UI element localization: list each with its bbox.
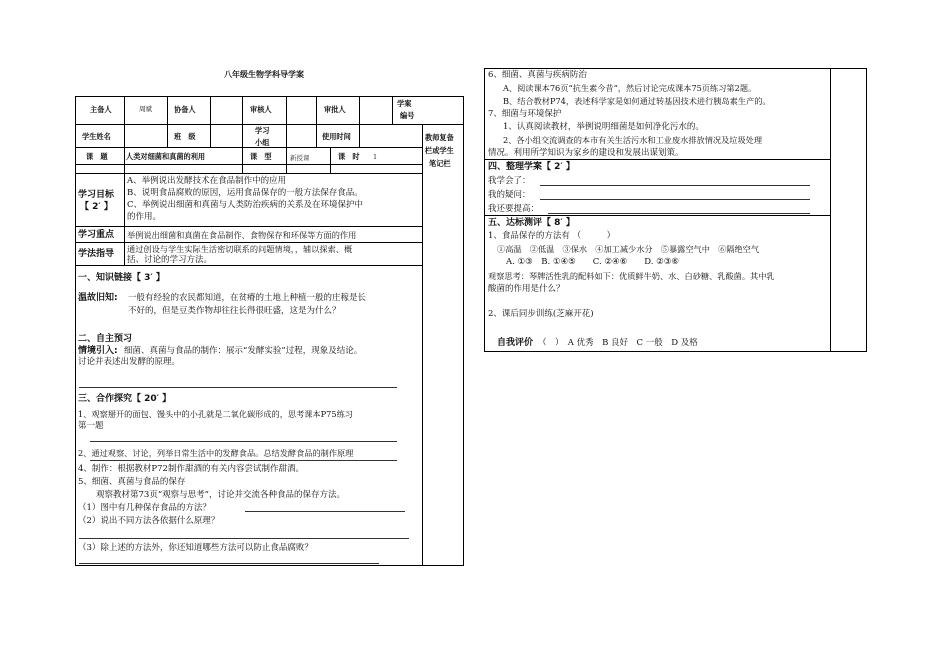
section1-label: 温故旧知: — [78, 293, 118, 303]
section3-q5: 5、细菌、真菌与食品的保存 — [78, 477, 186, 487]
observe-line2: 酸菌的作用是什么？ — [488, 284, 565, 294]
lesson-type-value: 新授课 — [290, 154, 310, 162]
focus-label: 学习重点 — [78, 230, 115, 240]
section3-q5-2-answer-line[interactable] — [79, 538, 409, 539]
topic-value: 人类对细菌和真菌的利用 — [126, 152, 206, 161]
goal-c: C、举例说出细菌和真菌与人类防治疾病的关系及在环境保护中 — [127, 200, 364, 210]
self-eval-options[interactable]: （ ） A 优秀 B 良好 C 一般 D 及格 — [538, 338, 698, 348]
doubt-label: 我的疑问： — [488, 190, 531, 200]
section3-q5-1: （1）图中有几种保存食品的方法？ — [78, 503, 211, 513]
section2-label: 情境引入: — [78, 346, 118, 356]
co-author-label: 协备人 — [174, 105, 196, 114]
right-q7-2b: 情况。利用所学知识为家乡的建设和发展出谋划策。 — [488, 148, 684, 158]
right-q7-2a: 2、各小组交流调查的本市有关生活污水和工业废水排放情况及垃圾处理 — [503, 135, 763, 145]
prep-author-value: 周斌 — [139, 105, 152, 113]
method-label: 学法指导 — [78, 249, 115, 259]
section3-q5-1-answer-line[interactable] — [245, 511, 405, 512]
section3-q5-2: （2）说出不同方法各依据什么原理？ — [78, 516, 220, 526]
notes-col-label-3: 笔记栏 — [429, 159, 451, 168]
test1-answers: A. ①③ B. ①④⑤ C. ②④⑥ D. ②③⑥ — [506, 257, 680, 267]
test2: 2、课后同步训练(芝麻开花) — [488, 309, 594, 319]
reviewer-label: 审核人 — [250, 105, 272, 114]
section3-heading: 三、合作探究【 20′ 】 — [78, 394, 172, 404]
section3-q1a: 1、观察掰开的面包、馒头中的小孔就是二氧化碳形成的，思考课本P75练习 — [78, 409, 353, 419]
learned-answer-line[interactable] — [540, 185, 810, 186]
section3-q2: 2、通过观察、讨论，列举日常生活中的发酵食品。总结发酵食品的制作原理 — [78, 448, 354, 458]
section3-q4: 4、制作：根据教材P72制作甜酒的有关内容尝试制作甜酒。 — [78, 464, 304, 474]
page-title: 八年级生物学科导学案 — [224, 70, 304, 79]
section4-heading: 四、整理学案【 2′ 】 — [488, 162, 575, 172]
section3-q1-answer-line[interactable] — [90, 441, 397, 442]
lesson-type-label: 课 型 — [250, 152, 272, 161]
section3-q1b: 第一题 — [78, 421, 104, 431]
section3-q2-answer-line[interactable] — [90, 460, 397, 461]
goal-b: B、说明食品腐败的原因，运用食品保存的一般方法保存食品。 — [127, 188, 363, 198]
method-line2: 括、讨论的学习方法。 — [127, 255, 213, 265]
section2-heading: 二、自主预习 — [78, 334, 133, 344]
right-q6: 6、细菌、真菌与疾病防治 — [488, 70, 587, 80]
method-line1: 通过创设与学生实际生活密切联系的问题情境，，辅以探索、概 — [127, 244, 353, 254]
self-eval-label: 自我评价 — [497, 338, 534, 348]
period-label: 课 时 — [338, 152, 360, 161]
goals-label: 学习目标 — [78, 190, 115, 200]
section3-q5-3-answer-line[interactable] — [79, 563, 379, 564]
group-label-1: 学习 — [255, 126, 270, 135]
section1-heading: 一、知识链接【 3′ 】 — [78, 273, 165, 283]
prep-author-label: 主备人 — [90, 105, 112, 114]
right-q7: 7、细菌与环境保护 — [488, 109, 562, 119]
improve-label: 我还要提高： — [488, 204, 540, 214]
goal-a: A、举例说出发酵技术在食品制作中的应用 — [127, 176, 287, 186]
section3-q5-3: （3）除上述的方法外，你还知道哪些方法可以防止食品腐败？ — [78, 543, 313, 553]
test1-options: ①高温 ②低温 ③保水 ④加工减少水分 ⑤暴露空气中 ⑥隔绝空气 — [497, 244, 760, 254]
use-time-label: 使用时间 — [322, 132, 351, 141]
period-value: 1 — [373, 153, 378, 161]
group-label-2: 小组 — [255, 138, 270, 147]
section2-line1: 细菌、真菌与食品的制作：展示“发酵实验”过程，现象及结论。 — [124, 346, 363, 356]
notes-col-label-2: 栏或学生 — [425, 146, 454, 155]
focus-text: 举例说出细菌和真菌在食品制作、食物保存和环保等方面的作用 — [127, 230, 357, 240]
plan-number-label-2: 编号 — [400, 111, 415, 120]
goals-time: 【 2′ 】 — [80, 202, 113, 212]
plan-number-label-1: 学案 — [397, 99, 412, 108]
class-label: 班 级 — [174, 132, 196, 141]
learned-label: 我学会了： — [488, 176, 531, 186]
student-name-label: 学生姓名 — [82, 132, 111, 141]
approver-label: 审批人 — [324, 105, 346, 114]
section5-heading: 五、达标测评【 8′ 】 — [488, 218, 575, 228]
doubt-answer-line[interactable] — [540, 199, 810, 200]
observe-line1: 观察思考：琴牌活性乳的配料如下：优质鲜牛奶、水、白砂糖、乳酸菌。其中乳 — [488, 271, 775, 281]
right-q6a: A、阅读课本76页“抗生素今昔”，然后讨论完成课本75页练习第2题。 — [503, 83, 757, 93]
improve-answer-line[interactable] — [548, 213, 810, 214]
goal-c-cont: 的作用。 — [127, 212, 162, 222]
section1-line1: 一般有经验的农民都知道，在贫瘠的土地上种植一般的庄稼是长 — [128, 293, 367, 303]
section2-answer-line[interactable] — [79, 387, 397, 388]
section3-q5-intro: 观察教材第73页“观察与思考”，讨论并交流各种食品的保存方法。 — [96, 490, 346, 500]
right-q7-1: 1、认真阅读教材，举例说明细菌是如何净化污水的。 — [503, 122, 704, 132]
topic-label: 课 题 — [86, 152, 108, 161]
test1-question: 1、食品保存的方法有 （ ） — [488, 231, 616, 241]
notes-col-label-1: 教师复备 — [425, 133, 454, 142]
right-q6b: B、结合教材P74，表述科学家是如何通过转基因技术进行胰岛素生产的。 — [503, 96, 771, 106]
section1-line2: 不好的，但是豆类作物却往往长得很旺盛，这是为什么？ — [128, 306, 341, 316]
section2-line2: 讨论并表述出发酵的原理。 — [78, 357, 181, 367]
